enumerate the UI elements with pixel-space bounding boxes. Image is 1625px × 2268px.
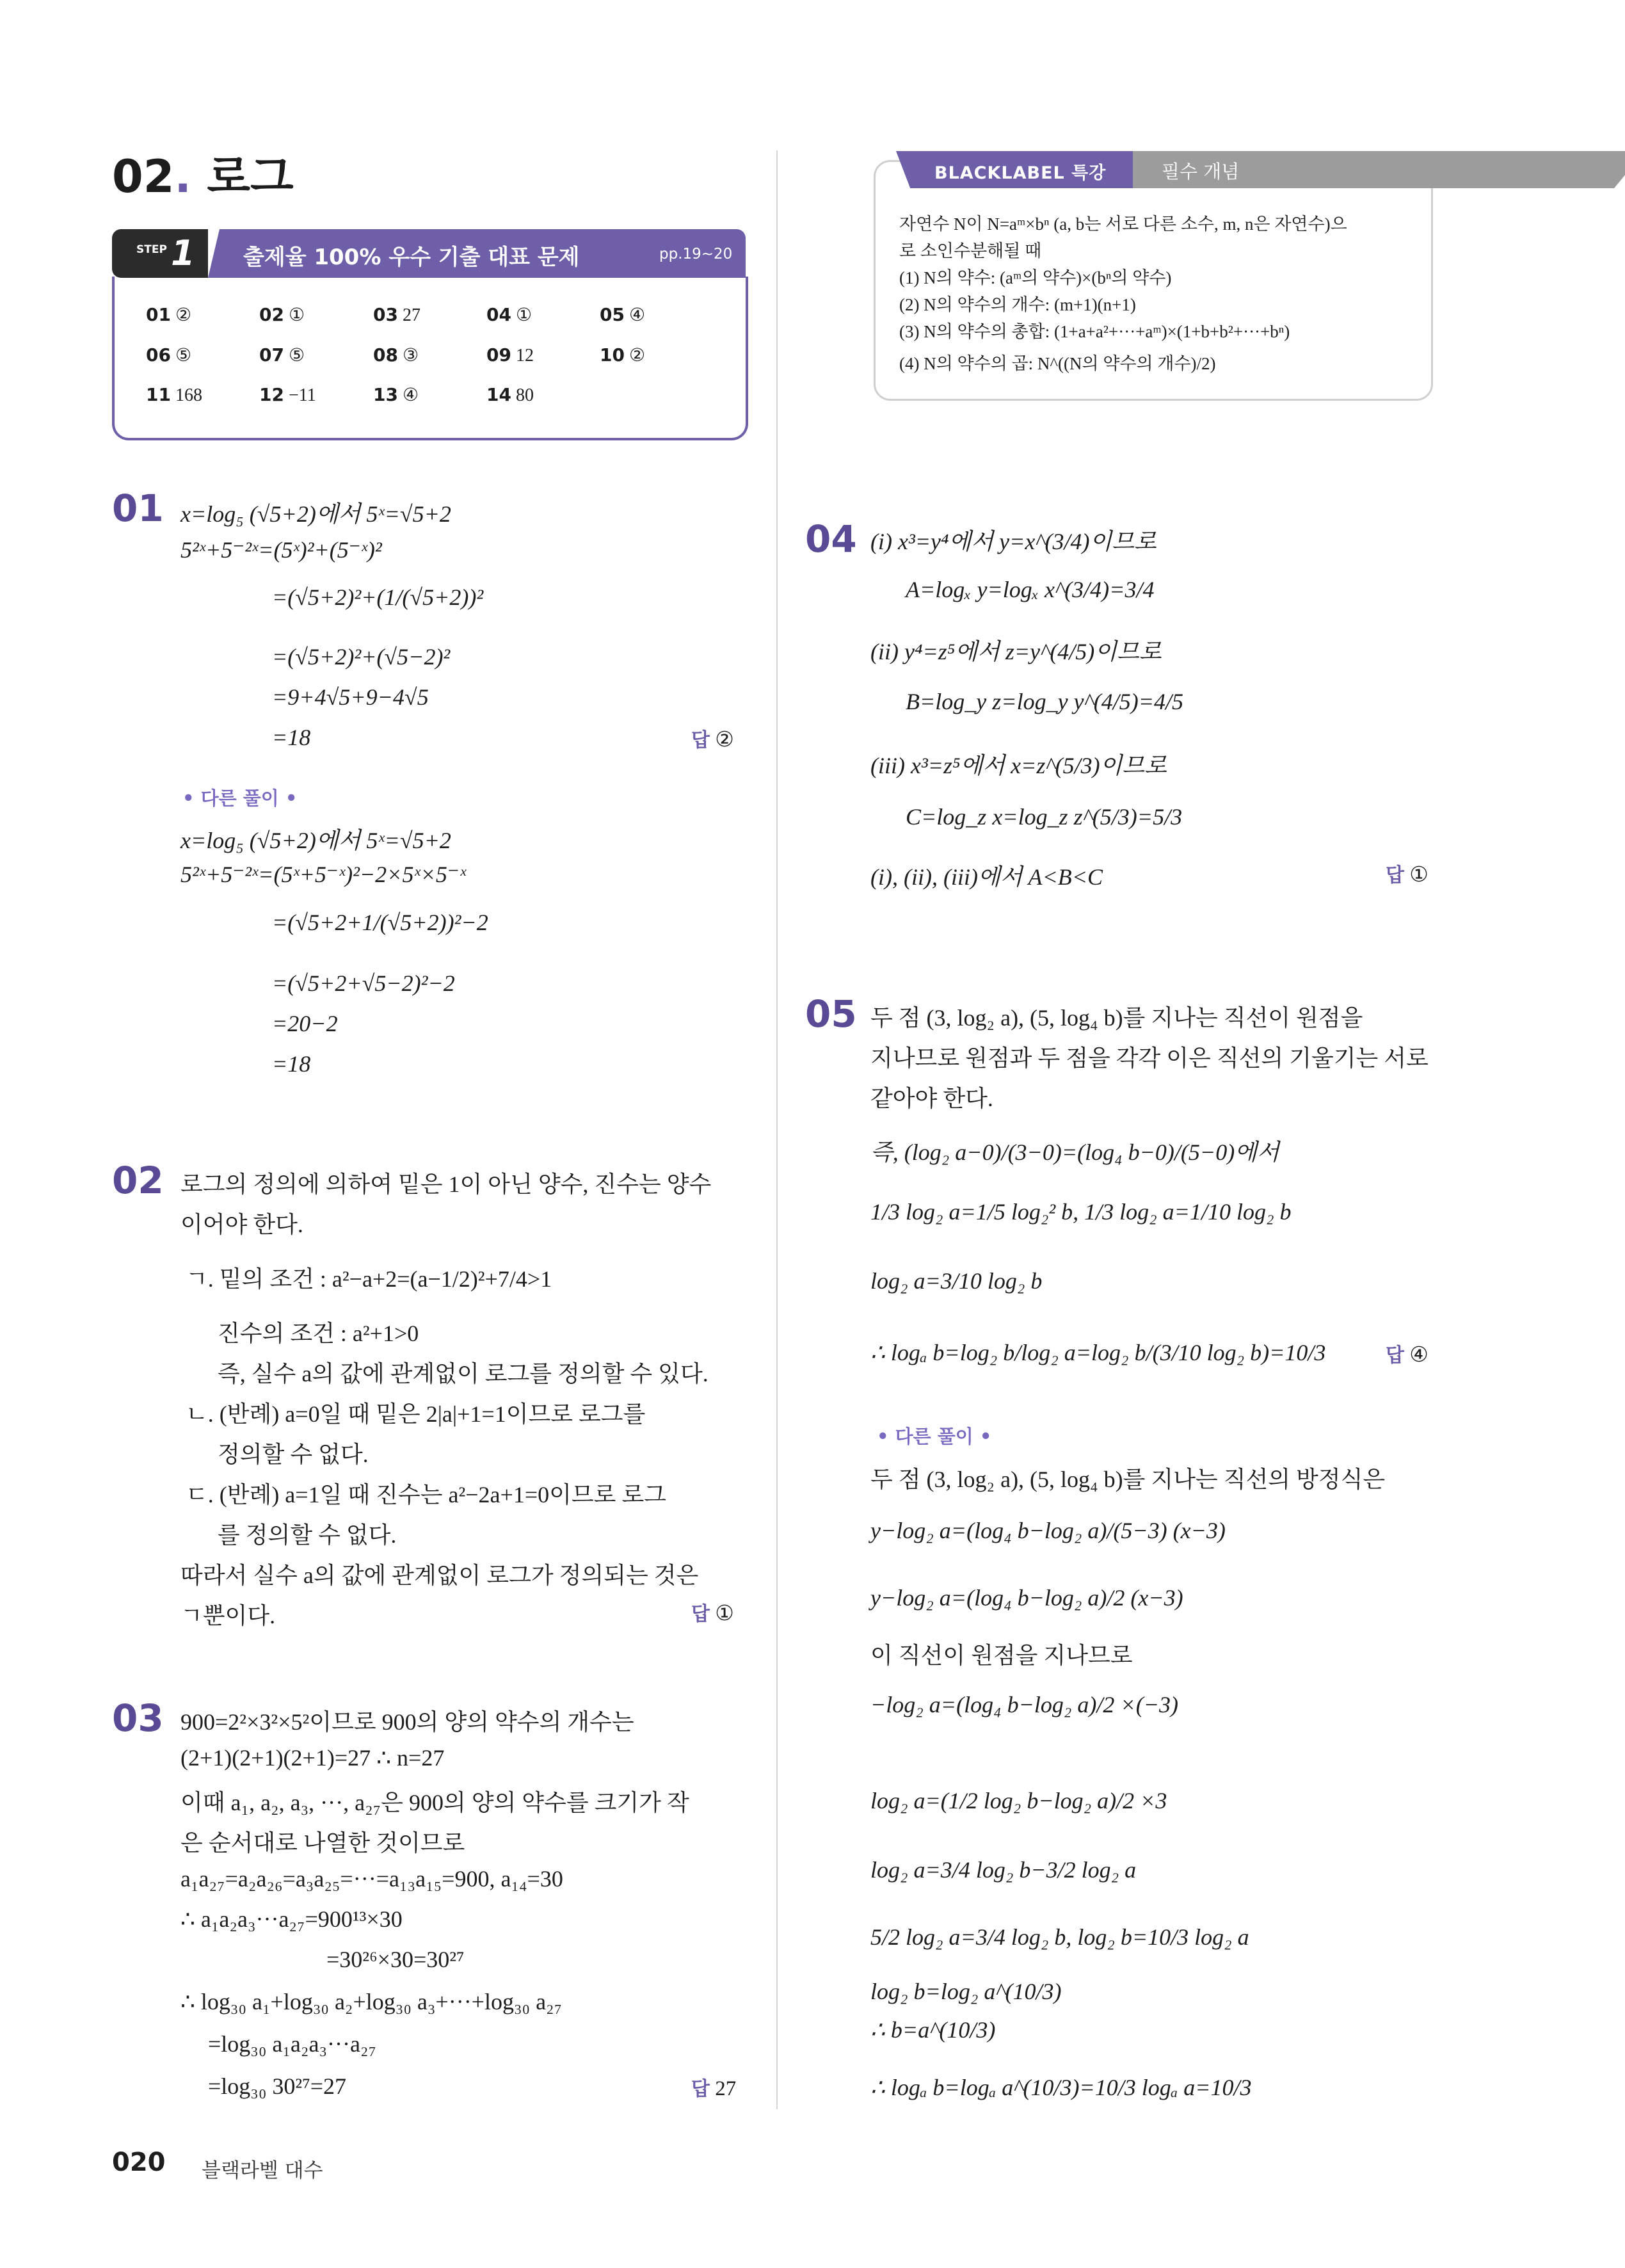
blacklabel-line: 로 소인수분해될 때 bbox=[899, 241, 1042, 261]
step-number: 1 bbox=[171, 233, 195, 273]
p03-line: ∴ a₁a₂a₃···a₂₇=900¹³×30 bbox=[180, 1906, 403, 1932]
p01-alt-line: =(√5+2+1/(√5+2))²−2 bbox=[272, 910, 488, 935]
answer-cell-value: 80 bbox=[515, 385, 534, 405]
answer-cell-value: ④ bbox=[402, 385, 419, 405]
column-divider bbox=[776, 150, 778, 2109]
p05-alt-line: 두 점 (3, log₂ a), (5, log₄ b)를 지나는 직선의 방정식은 bbox=[870, 1467, 1386, 1492]
answer-cell-value: ① bbox=[288, 305, 305, 325]
answer-cell-number: 13 bbox=[373, 384, 398, 405]
p05-line: 같아야 한다. bbox=[870, 1086, 993, 1111]
p01-alt-line: 5²ˣ+5⁻²ˣ=(5ˣ+5⁻ˣ)²−2×5ˣ×5⁻ˣ bbox=[180, 862, 467, 887]
p05-alt-line: log₂ a=(1/2 log₂ b−log₂ a)/2 ×3 bbox=[870, 1788, 1167, 1814]
answer-cell-number: 04 bbox=[486, 304, 511, 325]
p02-line: ㄴ. (반례) a=0일 때 밑은 2|a|+1=1이므로 로그를 bbox=[186, 1401, 646, 1427]
answer-cell-number: 12 bbox=[259, 384, 284, 405]
answer-cell bbox=[373, 304, 420, 326]
answer-cell-number: 02 bbox=[259, 304, 284, 325]
p05-alt-line: y−log₂ a=(log₄ b−log₂ a)/(5−3) (x−3) bbox=[870, 1518, 1226, 1543]
answer-cell bbox=[259, 384, 316, 406]
p04-answer bbox=[1386, 859, 1429, 887]
p05-line: 지나므로 원점과 두 점을 각각 이은 직선의 기울기는 서로 bbox=[870, 1045, 1429, 1071]
problem-number-03: 03 bbox=[112, 1696, 164, 1740]
answer-cell bbox=[373, 384, 419, 406]
blacklabel-line: (3) N의 약수의 총합: (1+a+a²+···+aᵐ)×(1+b+b²+···+bⁿ) bbox=[899, 322, 1290, 341]
answer-cell-value: −11 bbox=[288, 385, 316, 405]
answer-cell-number: 11 bbox=[146, 384, 171, 405]
p05-answer bbox=[1386, 1339, 1429, 1367]
step-pages: pp.19~20 bbox=[659, 246, 733, 262]
p05-alt-line: ∴ logₐ b=logₐ a^(10/3)=10/3 logₐ a=10/3 bbox=[870, 2075, 1252, 2100]
p02-line: 로그의 정의에 의하여 밑은 1이 아닌 양수, 진수는 양수 bbox=[180, 1171, 712, 1197]
answer-label: 답 bbox=[691, 729, 710, 752]
blacklabel-line: (1) N의 약수: (aᵐ의 약수)×(bⁿ의 약수) bbox=[899, 268, 1172, 287]
step-label: STEP bbox=[136, 243, 167, 256]
p05-line: ∴ logₐ b=log₂ b/log₂ a=log₂ b/(3/10 log₂ b)=10/3 bbox=[870, 1340, 1326, 1365]
problem-number-05: 05 bbox=[805, 992, 857, 1036]
answer-cell bbox=[486, 344, 534, 366]
p02-line: 따라서 실수 a의 값에 관계없이 로그가 정의되는 것은 bbox=[180, 1563, 699, 1588]
p03-line: =log₃₀ a₁a₂a₃···a₂₇ bbox=[208, 2031, 377, 2057]
blacklabel-title: BLACKLABEL 특강 bbox=[934, 163, 1107, 183]
p04-line: (i), (ii), (iii)에서 A<B<C bbox=[870, 864, 1103, 890]
blacklabel-subtitle: 필수 개념 bbox=[1162, 161, 1240, 182]
problem-number-01: 01 bbox=[112, 487, 164, 530]
step-tag bbox=[112, 229, 208, 278]
chapter-dot: . bbox=[174, 150, 192, 203]
p03-answer bbox=[691, 2073, 736, 2101]
answer-cell bbox=[373, 344, 419, 366]
book-title: 블랙라벨 대수 bbox=[202, 2159, 323, 2182]
answer-cell-number: 08 bbox=[373, 344, 398, 366]
p01-line: =18 bbox=[272, 725, 311, 750]
p02-line: 이어야 한다. bbox=[180, 1212, 303, 1237]
answer-cell-number: 14 bbox=[486, 384, 511, 405]
p03-line: ∴ log₃₀ a₁+log₃₀ a₂+log₃₀ a₃+···+log₃₀ a₂₇ bbox=[180, 1989, 563, 2015]
p01-answer bbox=[691, 724, 734, 752]
blacklabel-line: (4) N의 약수의 곱: N^((N의 약수의 개수)/2) bbox=[899, 354, 1216, 373]
answer-value: ① bbox=[715, 1602, 734, 1625]
p01-alt-line: x=log₅ (√5+2)에서 5ˣ=√5+2 bbox=[180, 828, 451, 853]
p01-line: 5²ˣ+5⁻²ˣ=(5ˣ)²+(5⁻ˣ)² bbox=[180, 537, 382, 563]
answer-cell bbox=[146, 384, 202, 406]
answer-cell bbox=[486, 304, 532, 326]
p01-alt-line: =(√5+2+√5−2)²−2 bbox=[272, 970, 455, 996]
answer-cell bbox=[146, 304, 191, 326]
answer-cell-number: 05 bbox=[600, 304, 625, 325]
page-number: 020 bbox=[112, 2148, 166, 2177]
answer-cell bbox=[486, 384, 534, 406]
answer-cell-number: 07 bbox=[259, 344, 284, 366]
p02-line: 진수의 조건 : a²+1>0 bbox=[218, 1321, 419, 1346]
answer-cell bbox=[600, 344, 645, 366]
p05-line: log₂ a=3/10 log₂ b bbox=[870, 1268, 1043, 1294]
p04-line: C=log_z x=log_z z^(5/3)=5/3 bbox=[906, 804, 1183, 830]
problem-number-04: 04 bbox=[805, 517, 857, 561]
p02-line: 를 정의할 수 없다. bbox=[218, 1522, 397, 1548]
chapter-name: 로그 bbox=[207, 150, 294, 203]
answer-cell-value: 168 bbox=[175, 385, 202, 405]
p04-line: (ii) y⁴=z⁵에서 z=y^(4/5)이므로 bbox=[870, 639, 1162, 664]
p01-line: =(√5+2)²+(1/(√5+2))² bbox=[272, 584, 484, 610]
p01-line: =(√5+2)²+(√5−2)² bbox=[272, 644, 451, 670]
answer-value: ② bbox=[715, 728, 734, 752]
answer-cell-value: 12 bbox=[515, 346, 534, 366]
p01-line: x=log₅ (√5+2)에서 5ˣ=√5+2 bbox=[180, 501, 451, 527]
blacklabel-line: 자연수 N이 N=aᵐ×bⁿ (a, b는 서로 다른 소수, m, n은 자연수)으 bbox=[899, 214, 1347, 234]
answer-cell-value: ⑤ bbox=[175, 346, 192, 366]
answer-cell bbox=[146, 344, 191, 366]
p02-line: 정의할 수 없다. bbox=[218, 1442, 369, 1467]
answer-cell-value: ② bbox=[175, 305, 192, 325]
chapter-title bbox=[112, 141, 294, 205]
answer-cell-value: ⑤ bbox=[288, 346, 305, 366]
p05-alt-line: −log₂ a=(log₄ b−log₂ a)/2 ×(−3) bbox=[870, 1692, 1178, 1717]
answer-cell bbox=[259, 344, 305, 366]
p02-line: ㄱ뿐이다. bbox=[180, 1603, 276, 1629]
p03-line: 900=2²×3²×5²이므로 900의 양의 약수의 개수는 bbox=[180, 1709, 634, 1735]
answer-cell-number: 06 bbox=[146, 344, 171, 366]
p05-alt-line: 5/2 log₂ a=3/4 log₂ b, log₂ b=10/3 log₂ a bbox=[870, 1924, 1249, 1950]
answer-cell-value: 27 bbox=[402, 305, 420, 325]
answer-cell-number: 01 bbox=[146, 304, 171, 325]
p05-alt-label: • 다른 풀이 • bbox=[877, 1426, 992, 1447]
p01-alt-line: =18 bbox=[272, 1051, 311, 1077]
answer-cell-value: ④ bbox=[628, 305, 646, 325]
p01-alt-line: =20−2 bbox=[272, 1011, 338, 1036]
p05-alt-line: log₂ a=3/4 log₂ b−3/2 log₂ a bbox=[870, 1857, 1137, 1883]
p04-line: B=log_y z=log_y y^(4/5)=4/5 bbox=[906, 689, 1183, 714]
answer-cell bbox=[259, 304, 305, 326]
answer-table bbox=[112, 277, 748, 440]
p05-alt-line: ∴ b=a^(10/3) bbox=[870, 2017, 996, 2043]
p02-answer bbox=[691, 1598, 734, 1626]
answer-cell-number: 03 bbox=[373, 304, 398, 325]
answer-cell-value: ① bbox=[515, 305, 532, 325]
step-title: 출제율 100% 우수 기출 대표 문제 bbox=[243, 245, 580, 270]
problem-number-02: 02 bbox=[112, 1159, 164, 1202]
p02-line: 즉, 실수 a의 값에 관계없이 로그를 정의할 수 있다. bbox=[218, 1361, 708, 1387]
p03-line: =30²⁶×30=30²⁷ bbox=[326, 1947, 465, 1972]
answer-cell-number: 10 bbox=[600, 344, 625, 366]
p03-line: (2+1)(2+1)(2+1)=27 ∴ n=27 bbox=[180, 1745, 445, 1771]
answer-cell-number: 09 bbox=[486, 344, 511, 366]
p03-line: 은 순서대로 나열한 것이므로 bbox=[180, 1830, 465, 1856]
p04-line: A=logₓ y=logₓ x^(3/4)=3/4 bbox=[906, 577, 1155, 602]
p03-line: 이때 a₁, a₂, a₃, ···, a₂₇은 900의 양의 약수를 크기가 작 bbox=[180, 1790, 689, 1815]
blacklabel-line: (2) N의 약수의 개수: (m+1)(n+1) bbox=[899, 295, 1136, 314]
answer-label: 답 bbox=[1386, 864, 1404, 887]
answer-label: 답 bbox=[1386, 1344, 1404, 1367]
p05-line: 즉, (log₂ a−0)/(3−0)=(log₄ b−0)/(5−0)에서 bbox=[870, 1139, 1279, 1165]
p04-line: (i) x³=y⁴에서 y=x^(3/4)이므로 bbox=[870, 529, 1157, 554]
answer-value: 27 bbox=[715, 2077, 737, 2100]
p05-alt-line: y−log₂ a=(log₄ b−log₂ a)/2 (x−3) bbox=[870, 1585, 1183, 1611]
answer-cell-value: ② bbox=[628, 346, 646, 366]
answer-cell-value: ③ bbox=[402, 346, 419, 366]
answer-cell bbox=[600, 304, 645, 326]
p05-alt-line: log₂ b=log₂ a^(10/3) bbox=[870, 1979, 1062, 2004]
chapter-number: 02 bbox=[112, 150, 175, 203]
p03-line: =log₃₀ 30²⁷=27 bbox=[208, 2073, 347, 2099]
p03-line: a₁a₂₇=a₂a₂₆=a₃a₂₅=···=a₁₃a₁₅=900, a₁₄=30 bbox=[180, 1866, 563, 1892]
answer-value: ① bbox=[1409, 864, 1429, 887]
p05-line: 1/3 log₂ a=1/5 log₂² b, 1/3 log₂ a=1/10 log₂ b bbox=[870, 1199, 1292, 1225]
p04-line: (iii) x³=z⁵에서 x=z^(5/3)이므로 bbox=[870, 753, 1167, 778]
p02-line: ㄱ. 밑의 조건 : a²−a+2=(a−1/2)²+7/4>1 bbox=[186, 1266, 552, 1292]
p01-line: =9+4√5+9−4√5 bbox=[272, 684, 429, 710]
answer-label: 답 bbox=[691, 1603, 710, 1625]
p02-line: ㄷ. (반례) a=1일 때 진수는 a²−2a+1=0이므로 로그 bbox=[186, 1482, 667, 1508]
p05-line: 두 점 (3, log₂ a), (5, log₄ b)를 지나는 직선이 원점을 bbox=[870, 1005, 1363, 1031]
p01-alt-label: • 다른 풀이 • bbox=[182, 787, 298, 809]
p05-alt-line: 이 직선이 원점을 지나므로 bbox=[870, 1643, 1133, 1668]
answer-value: ④ bbox=[1409, 1344, 1429, 1367]
answer-label: 답 bbox=[691, 2078, 710, 2100]
